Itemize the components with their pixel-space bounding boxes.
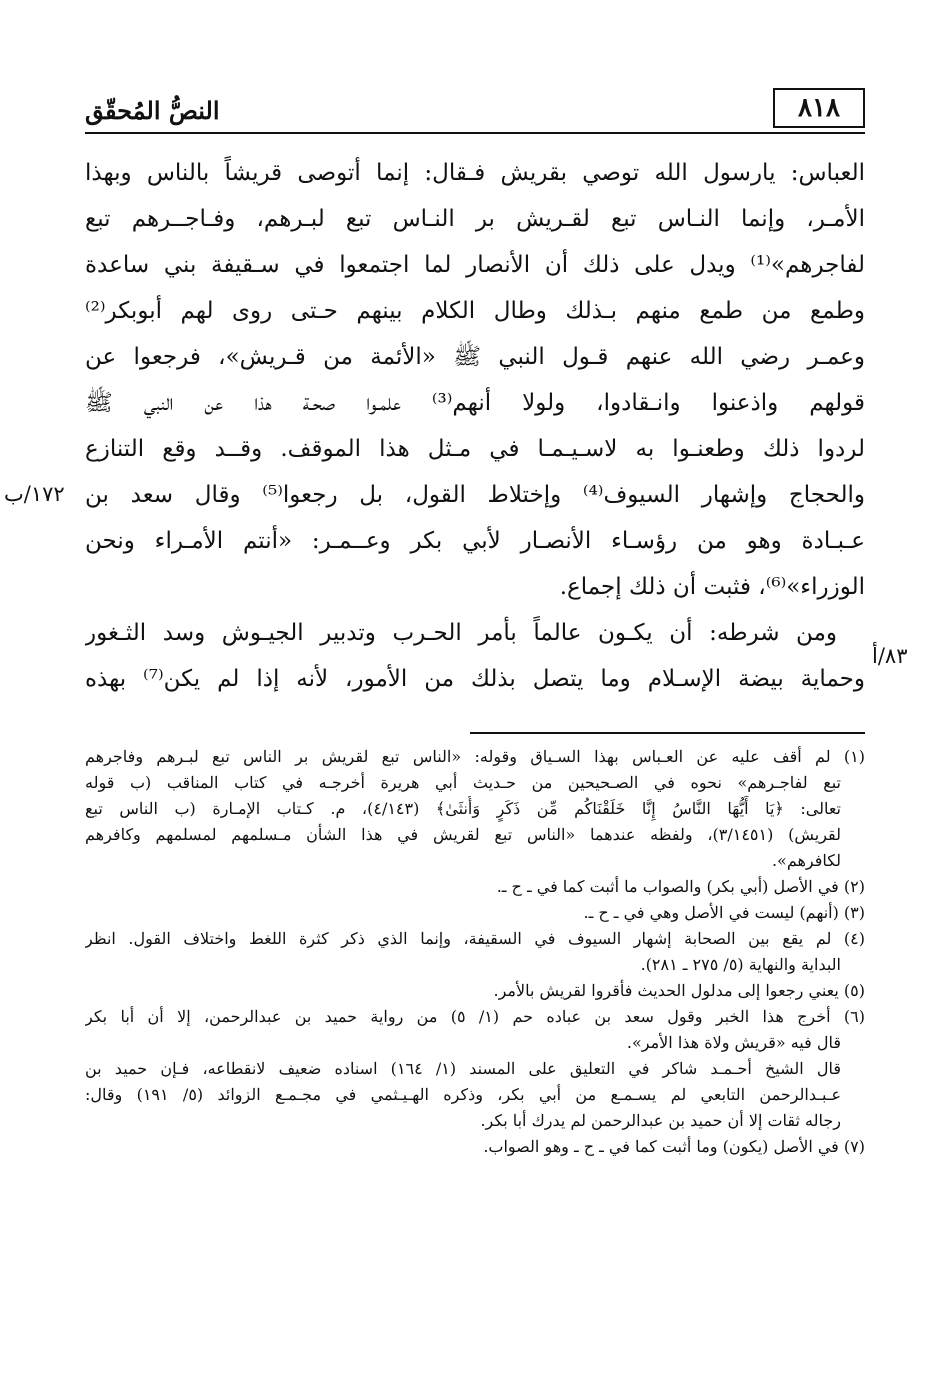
footnote-line: (٢) في الأصل (أبي بكر) والصواب ما أثبت كما في ـ ح ـ. xyxy=(496,877,865,896)
text-line: والحجاج وإشهار السيوف⁽⁴⁾ وإختلاط القول، بل رجعوا⁽⁵⁾ وقال سعد بن xyxy=(85,482,865,508)
footnote-line: عـبـدالرحمن التابعي لم يسـمـع من أبي بكر، وذكره الهـيـثمي في مجـمـع الزوائد (٥/ ١٩١) وقال: xyxy=(85,1085,841,1104)
footnote-line: لقريش) (٣/١٤٥١)، ولفظه عندهما «الناس تبع لقريش في هذا الشأن مـسلمهم لمسلمهم وكافرهم xyxy=(85,825,841,844)
footnote-line: تعالى: ﴿يَا أَيُّهَا النَّاسُ إِنَّا خَلَقْنَاكُم مِّن ذَكَرٍ وَأُنثَىٰ﴾ (٤/١٤٣)، م. كـتاب الإمـارة (ب الناس تبع xyxy=(85,799,842,818)
text-line: الأمـر، وإنما النـاس تبع لقـريش بر النـاس تبع لبـرهم، وفـاجــرهم تبع xyxy=(85,206,865,232)
footnote-line: (٧) في الأصل (يكون) وما أثبت كما في ـ ح ـ وهو الصواب. xyxy=(483,1137,865,1156)
margin-folio-note: ١٧٢/ب xyxy=(4,482,65,506)
page-number: ٨١٨ xyxy=(798,93,840,123)
text-line: ومن شرطه: أن يكـون عالماً بأمر الحـرب وتدبير الجيـوش وسد الثـغور xyxy=(85,620,837,646)
footnote-line: رجاله ثقات إلا أن حميد بن عبدالرحمن لم يدرك أبا بكر. xyxy=(480,1111,841,1130)
footnotes xyxy=(85,744,865,1160)
header-rule xyxy=(85,132,865,134)
footnote-line: (٦) أخرج هذا الخبر وقول سعد بن عباده حم (١/ ٥) من رواية حميد بن عبدالرحمن، إلا أن أبا بكر xyxy=(85,1007,865,1026)
text-line: وعمـر رضي الله عنهم قـول النبي ﷺ «الأئمة من قـريش»، فرجعوا عن xyxy=(85,344,865,370)
footnote-line: قال فيه «قريش ولاة هذا الأمر». xyxy=(626,1033,841,1052)
text-line: لفاجرهم»⁽¹⁾ ويدل على ذلك أن الأنصار لما اجتمعوا في سـقيفة بني ساعدة xyxy=(85,252,865,278)
footnote-rule xyxy=(470,732,865,734)
text-line: وحماية بيضة الإسـلام وما يتصل بذلك من الأمور، لأنه إذا لم يكن⁽⁷⁾ بهذه xyxy=(85,666,865,692)
text-line: وطمع من طمع منهم بـذلك وطال الكلام بينهم حـتى روى لهم أبوبكر⁽²⁾ xyxy=(85,298,865,324)
footnote-line: لكافرهم». xyxy=(771,851,841,870)
footnote-line: (٥) يعني رجعوا إلى مدلول الحديث فأقروا لقريش بالأمر. xyxy=(493,981,865,1000)
text-line: الوزراء»⁽⁶⁾، فثبت أن ذلك إجماع. xyxy=(559,574,865,600)
running-title: النصُّ المُحقّق xyxy=(85,96,220,125)
footnote-line: (٣) (أنهم) ليست في الأصل وهي في ـ ح ـ. xyxy=(583,903,865,922)
footnote-line: البداية والنهاية (٥/ ٢٧٥ ـ ٢٨١). xyxy=(640,955,841,974)
text-line: العباس: يارسول الله توصي بقريش فـقال: إنما أتوصى قريشاً بالناس وبهذا xyxy=(85,160,865,186)
page-number-box xyxy=(773,88,865,128)
margin-folio-note: ٨٣/أ xyxy=(872,644,908,668)
main-text xyxy=(85,150,865,702)
text-line: عـبـادة وهو من رؤسـاء الأنصـار لأبي بكر وعــمـر: «أنتم الأمـراء ونحن xyxy=(85,528,865,554)
footnote-line: تبع لفاجـرهم» نحوه في الصـحيحين من حـديث أبي هريرة أخرجـه في كتاب المناقب (ب قوله xyxy=(85,773,841,792)
footnote-line: (٤) لم يقع بين الصحابة إشهار السيوف في السقيفة، وإنما الذي ذكر كثرة اللغط واختلاف القول. انظر xyxy=(85,929,865,948)
page-header xyxy=(85,88,865,136)
text-line: قولهم واذعنوا وانـقادوا، ولولا أنهم⁽³⁾ علمـوا صحـة هذا عن النبي ﷺ xyxy=(85,390,865,416)
footnote-line: قال الشيخ أحـمـد شاكر في التعليق على المسند (١/ ١٦٤) اسناده ضعيف لانقطاعه، فـإن حميد بن xyxy=(85,1059,842,1078)
footnote-line: (١) لم أقف عليه عن العـباس بهذا السـياق وقوله: «الناس تبع لقريش بر الناس تبع لبـرهم وفاجرهم xyxy=(85,747,865,766)
text-line: لردوا ذلك وطعنـوا به لاسـيـمـا في مـثل هذا الموقف. وقــد وقع التنازع xyxy=(85,436,865,462)
